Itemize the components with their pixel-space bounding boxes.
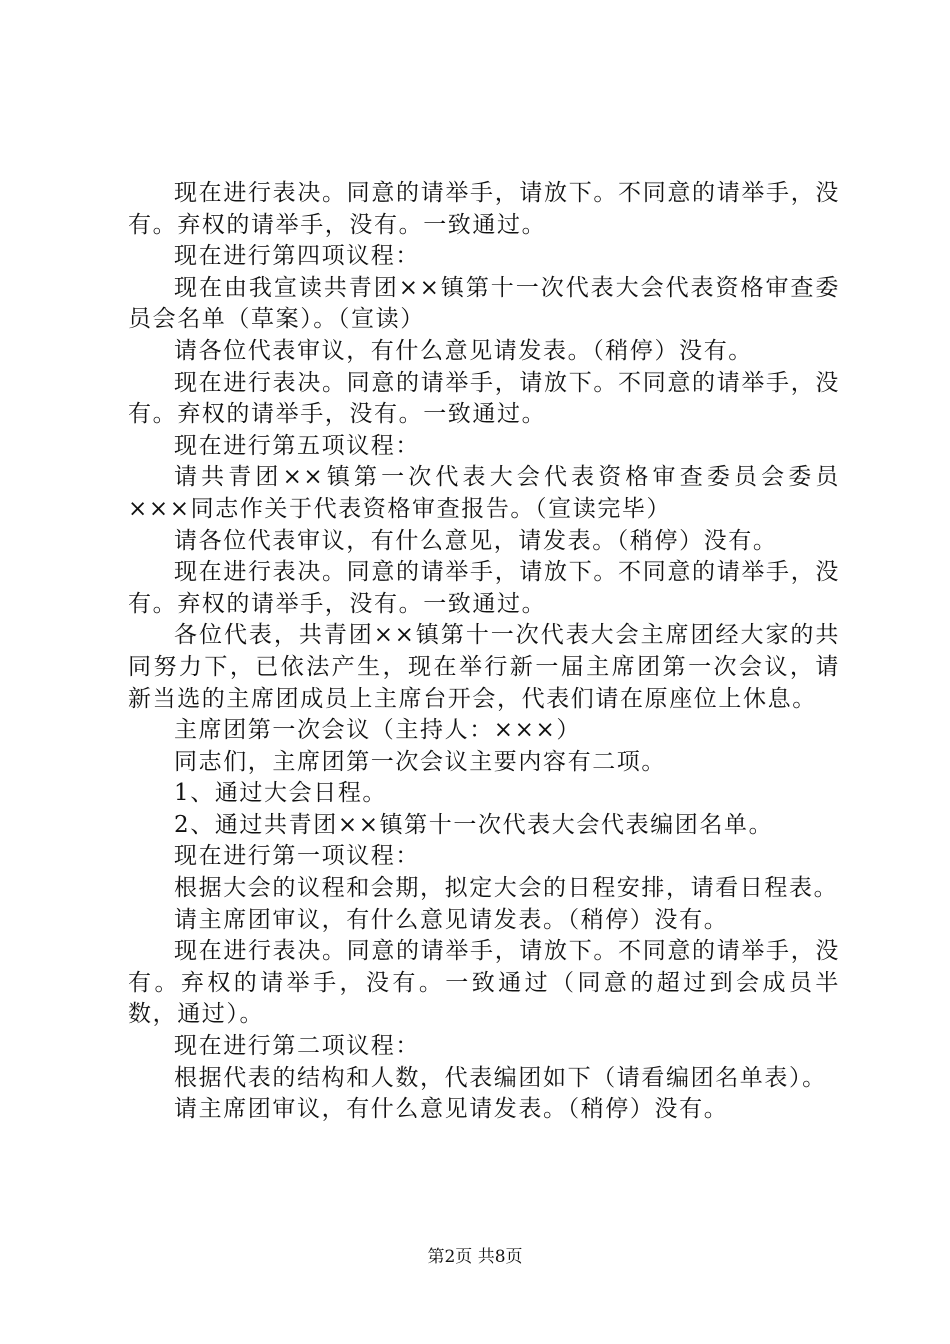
paragraph: 现在进行表决。同意的请举手，请放下。不同意的请举手，没有。弃权的请举手，没有。一致通过（同意的超过到会成员半数，通过）。 [128, 938, 840, 1028]
paragraph: 现在由我宣读共青团××镇第十一次代表大会代表资格审查委员会名单（草案）。（宣读） [128, 274, 840, 333]
page-number-footer: 第2页 共8页 [427, 1247, 523, 1267]
paragraph: 同志们，主席团第一次会议主要内容有二项。 [174, 748, 666, 775]
paragraph: 现在进行第二项议程： [174, 1033, 420, 1060]
paragraph: 现在进行第五项议程： [174, 432, 420, 459]
paragraph: 主席团第一次会议（主持人：×××） [174, 717, 582, 744]
paragraph: 根据代表的结构和人数，代表编团如下（请看编团名单表）。 [174, 1064, 827, 1091]
paragraph: 请各位代表审议，有什么意见请发表。（稍停）没有。 [174, 337, 753, 364]
paragraph: 现在进行第一项议程： [174, 843, 420, 870]
paragraph: 请共青团××镇第一次代表大会代表资格审查委员会委员×××同志作关于代表资格审查报告。（宣读完毕） [128, 464, 840, 522]
paragraph: 现在进行表决。同意的请举手，请放下。不同意的请举手，没有。弃权的请举手，没有。一致通过。 [128, 559, 840, 617]
paragraph: 各位代表，共青团××镇第十一次代表大会主席团经大家的共同努力下，已依法产生，现在举行新一届主席团第一次会议，请新当选的主席团成员上主席台开会，代表们请在原座位上休息。 [128, 622, 840, 712]
paragraph: 请各位代表审议，有什么意见，请发表。（稍停）没有。 [174, 527, 778, 554]
paragraph: 现在进行表决。同意的请举手，请放下。不同意的请举手，没有。弃权的请举手，没有。一致通过。 [128, 369, 840, 428]
paragraph: 根据大会的议程和会期，拟定大会的日程安排，请看日程表。 [174, 875, 839, 902]
paragraph: 1、通过大会日程。 [174, 780, 388, 807]
document-body [128, 178, 840, 1126]
paragraph: 2、通过共青团××镇第十一次代表大会代表编团名单。 [174, 811, 774, 838]
paragraph: 请主席团审议，有什么意见请发表。（稍停）没有。 [174, 906, 729, 933]
paragraph: 现在进行第四项议程： [174, 243, 420, 270]
paragraph: 请主席团审议，有什么意见请发表。（稍停）没有。 [174, 1096, 729, 1123]
paragraph: 现在进行表决。同意的请举手，请放下。不同意的请举手，没有。弃权的请举手，没有。一致通过。 [128, 180, 840, 238]
